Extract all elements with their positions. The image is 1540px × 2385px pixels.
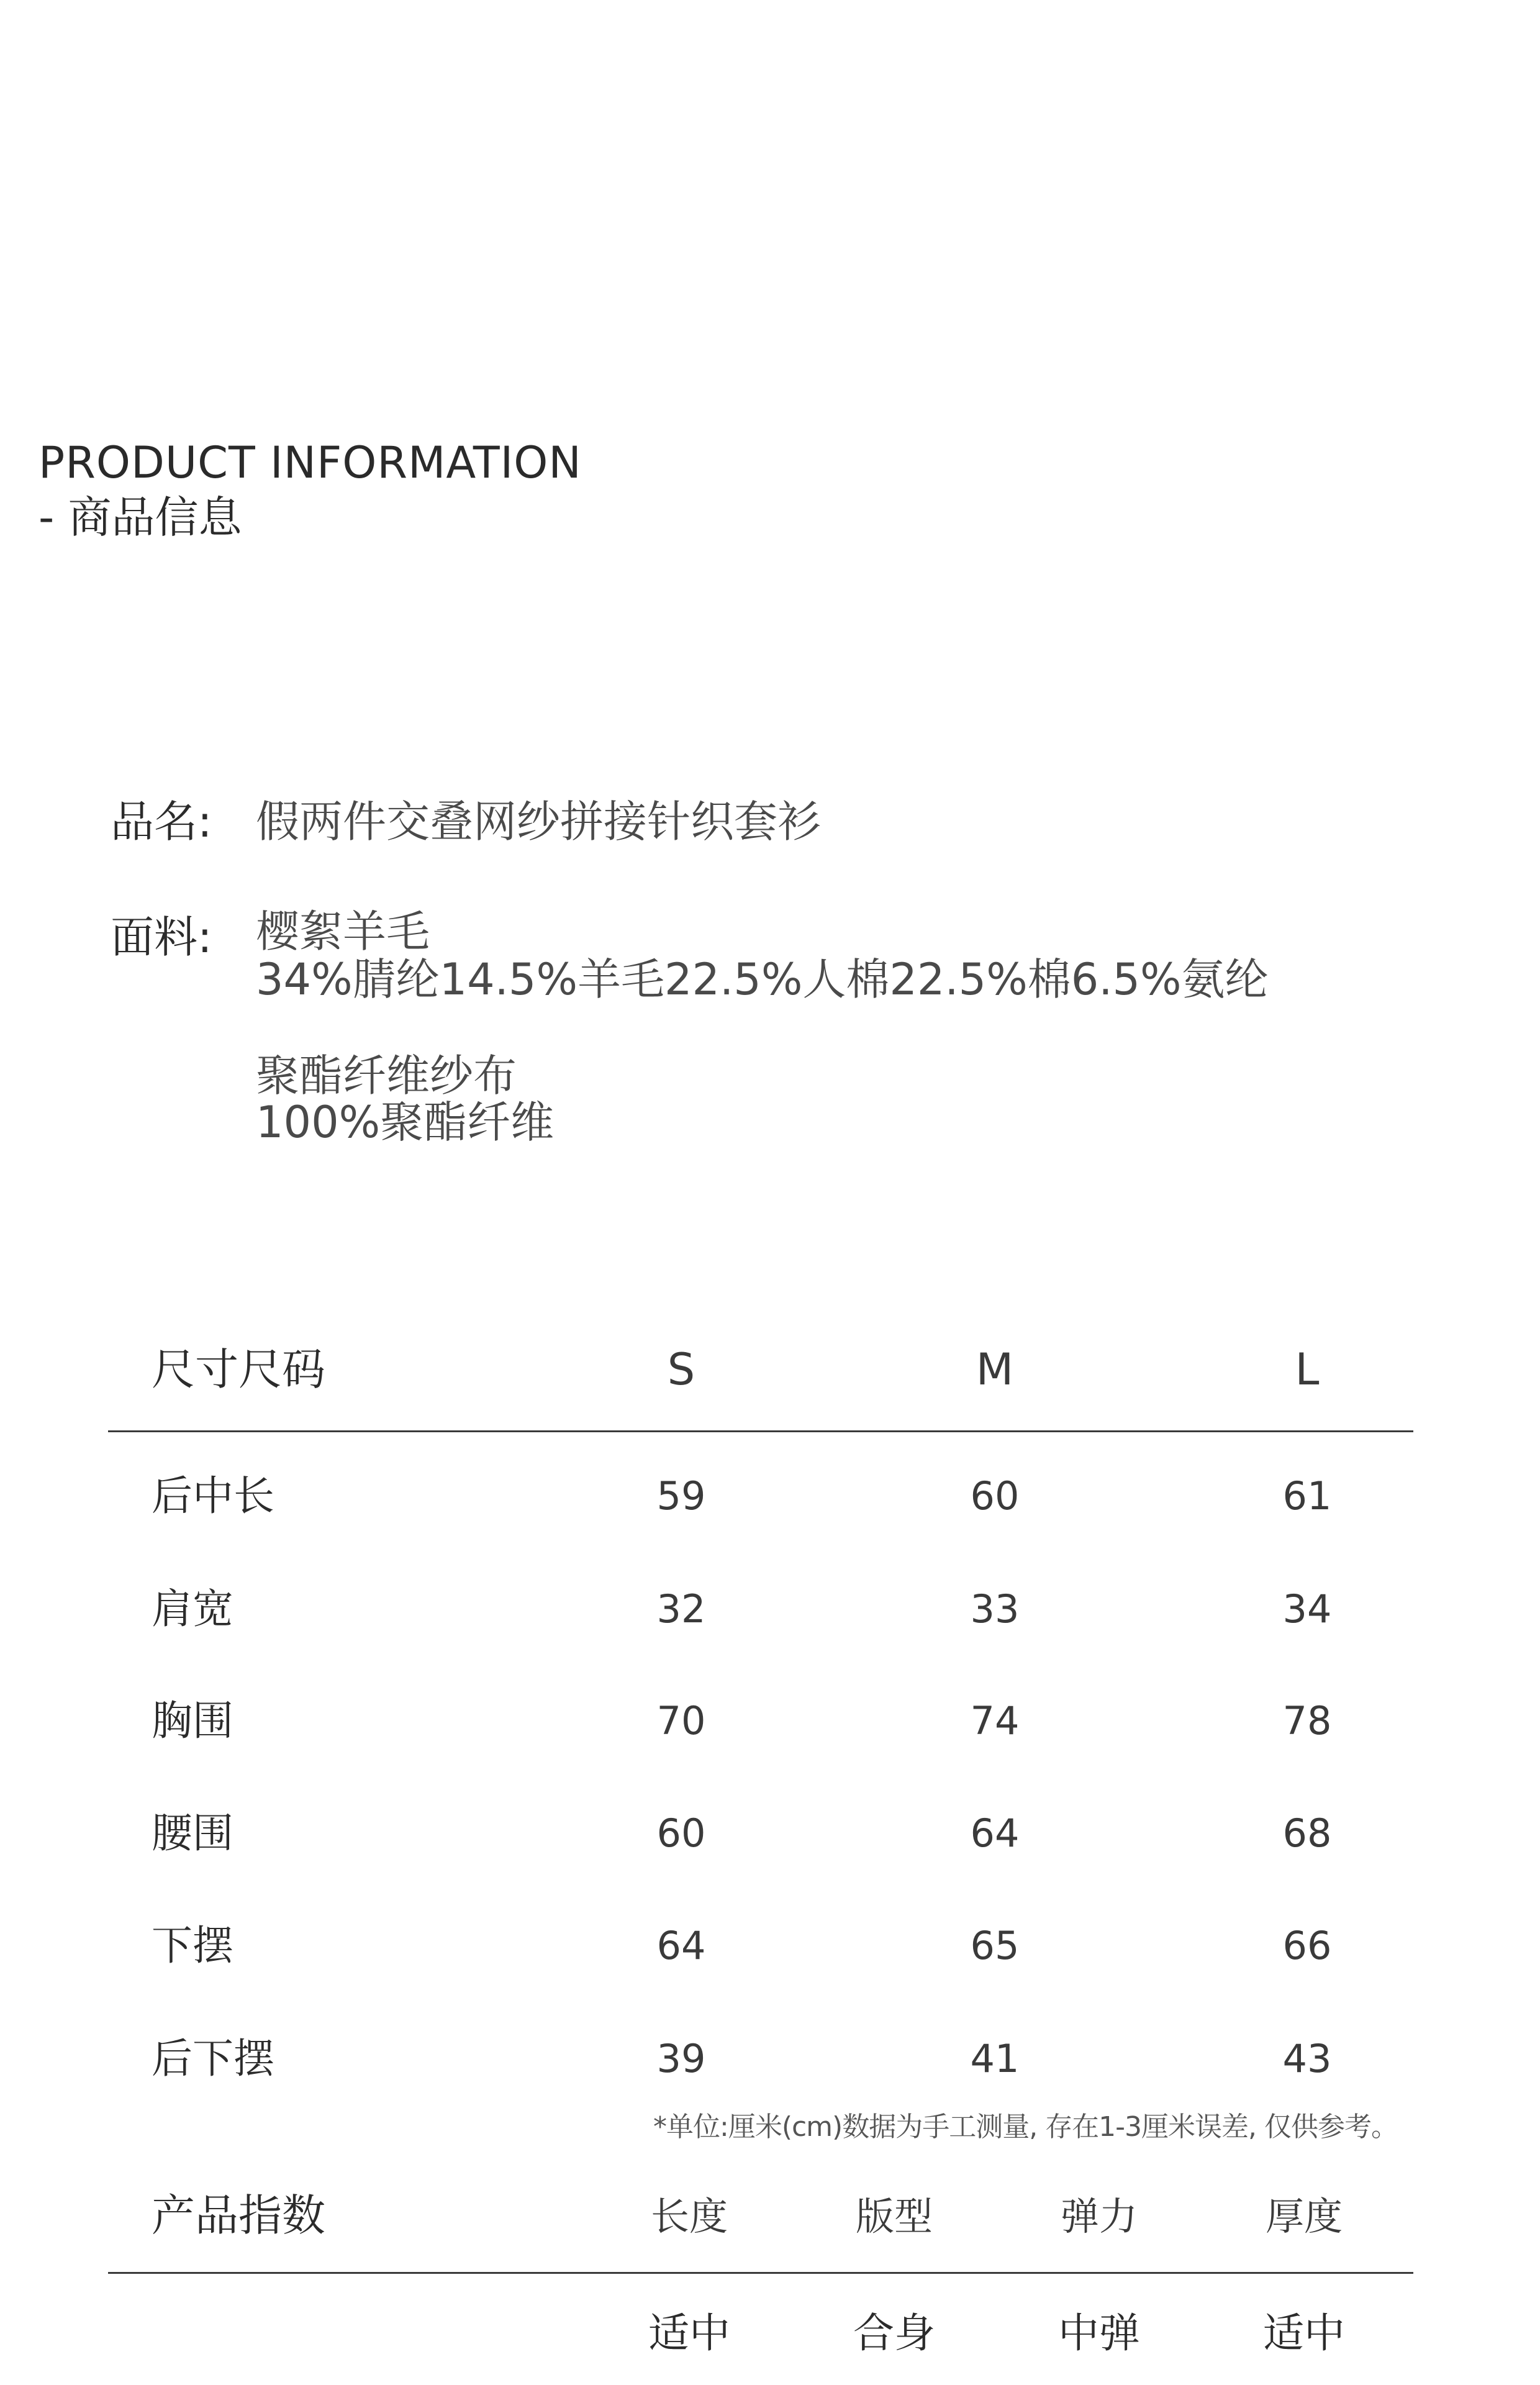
fabric-line-2: 34%腈纶14.5%羊毛22.5%人棉22.5%棉6.5%氨纶 — [256, 954, 1269, 1005]
index-value-length: 适中 — [648, 2309, 730, 2357]
index-header-fit: 版型 — [855, 2194, 933, 2239]
fabric-line-4: 100%聚酯纤维 — [256, 1097, 555, 1148]
size-header-l: L — [1295, 1344, 1320, 1395]
index-header-length: 长度 — [650, 2194, 728, 2239]
cell-value: 78 — [1282, 1698, 1332, 1743]
row-label-waist: 腰围 — [152, 1809, 233, 1857]
section-title-en: PRODUCT INFORMATION — [38, 437, 582, 488]
product-index-title: 产品指数 — [152, 2190, 325, 2241]
size-header-m: M — [976, 1344, 1014, 1395]
cell-value: 43 — [1282, 2036, 1332, 2081]
cell-value: 32 — [656, 1586, 706, 1632]
index-value-thickness: 适中 — [1263, 2309, 1345, 2357]
cell-value: 41 — [970, 2036, 1020, 2081]
row-label-back-hem: 后下摆 — [152, 2035, 274, 2083]
cell-value: 39 — [656, 2036, 706, 2081]
size-table-header-label: 尺寸尺码 — [152, 1344, 325, 1395]
fabric-line-3: 聚酯纤维纱布 — [256, 1050, 517, 1101]
cell-value: 70 — [656, 1698, 706, 1743]
size-header-s: S — [667, 1344, 695, 1395]
index-header-elasticity: 弹力 — [1060, 2194, 1138, 2239]
cell-value: 61 — [1282, 1473, 1332, 1519]
row-label-chest: 胸围 — [152, 1697, 233, 1745]
row-label-shoulder: 肩宽 — [152, 1585, 233, 1633]
cell-value: 68 — [1282, 1810, 1332, 1856]
product-index-divider — [108, 2272, 1413, 2274]
cell-value: 33 — [970, 1586, 1020, 1632]
index-value-elasticity: 中弹 — [1058, 2309, 1140, 2357]
cell-value: 65 — [970, 1923, 1020, 1968]
product-name-value: 假两件交叠网纱拼接针织套衫 — [256, 796, 821, 847]
row-label-back-length: 后中长 — [152, 1472, 274, 1520]
cell-value: 34 — [1282, 1586, 1332, 1632]
cell-value: 60 — [656, 1810, 706, 1856]
fabric-line-1: 樱絮羊毛 — [256, 906, 430, 957]
index-header-thickness: 厚度 — [1265, 2194, 1343, 2239]
cell-value: 74 — [970, 1698, 1020, 1743]
size-table-divider — [108, 1430, 1413, 1432]
measurement-note: *单位:厘米(cm)数据为手工测量, 存在1-3厘米误差, 仅供参考。 — [653, 2111, 1398, 2143]
cell-value: 64 — [970, 1810, 1020, 1856]
section-title-zh: - 商品信息 — [38, 492, 242, 543]
cell-value: 59 — [656, 1473, 706, 1519]
product-name-label: 品名: — [111, 796, 212, 847]
cell-value: 64 — [656, 1923, 706, 1968]
row-label-hem: 下摆 — [152, 1922, 233, 1969]
fabric-label: 面料: — [111, 912, 212, 963]
cell-value: 66 — [1282, 1923, 1332, 1968]
cell-value: 60 — [970, 1473, 1020, 1519]
index-value-fit: 合身 — [853, 2309, 935, 2357]
